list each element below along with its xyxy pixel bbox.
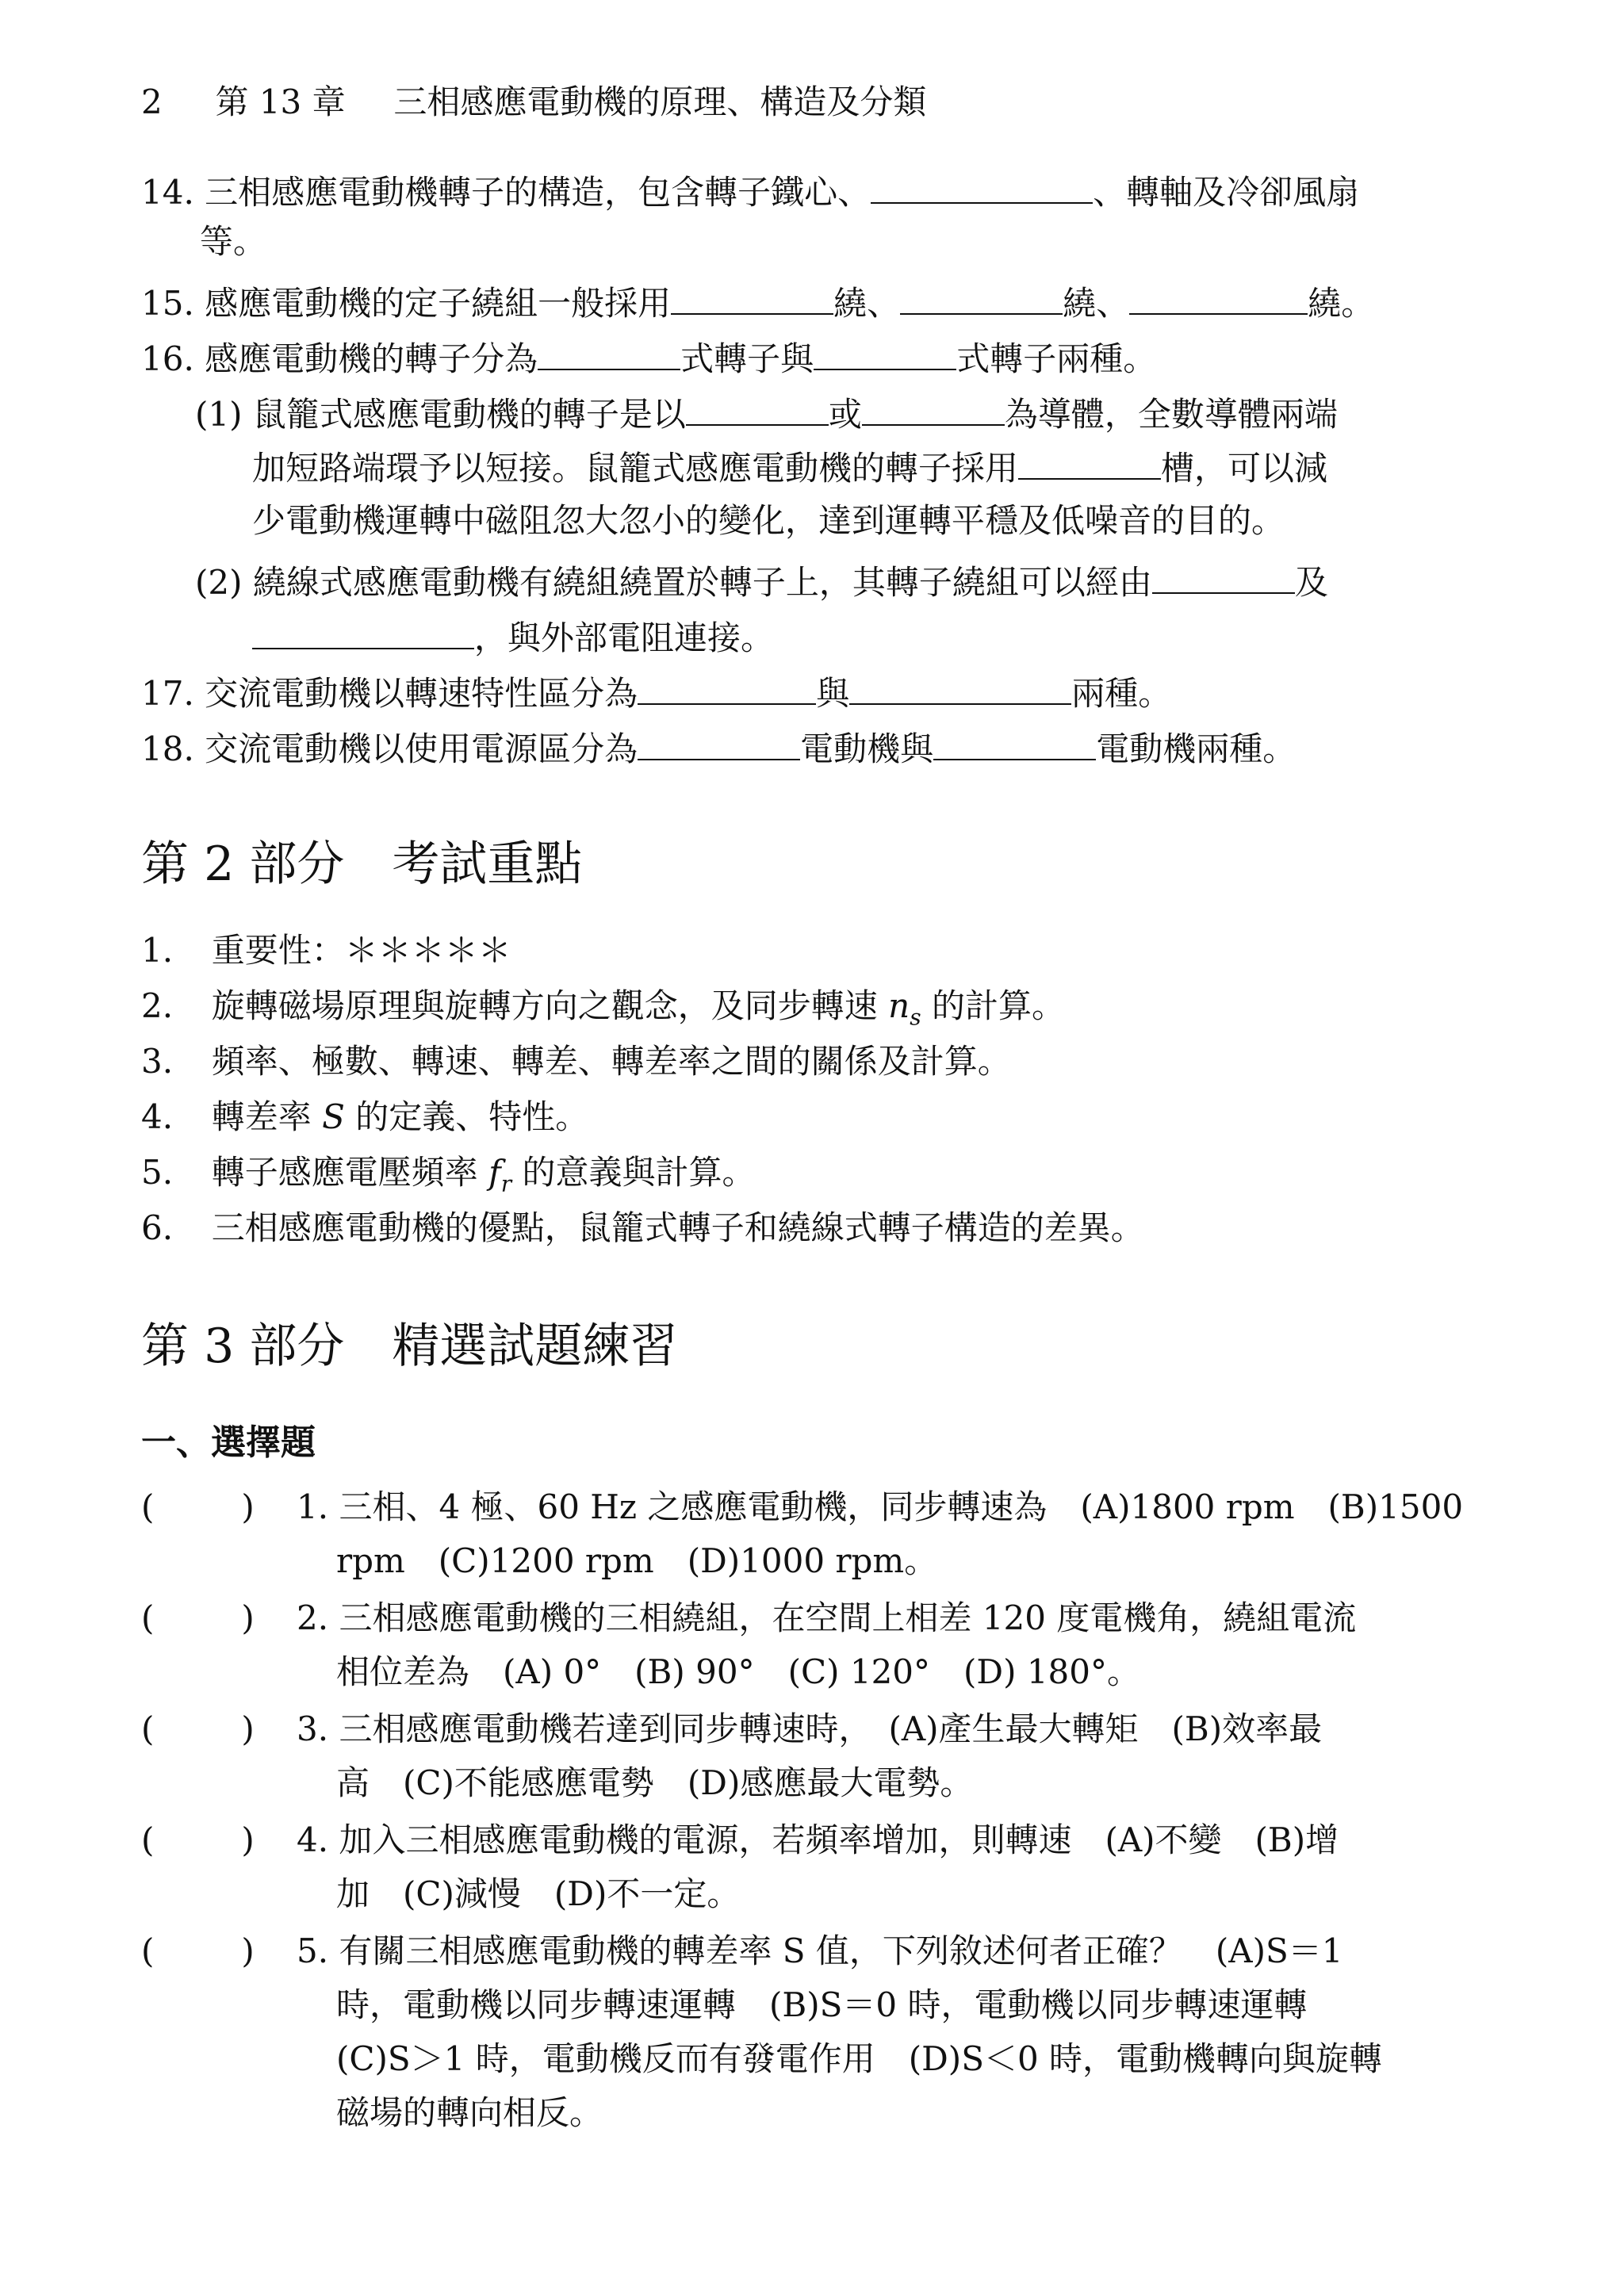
part-3-heading: 第 3 部分 精選試題練習	[141, 1319, 678, 1374]
question-text: 等。	[200, 222, 267, 261]
item-number: 1.	[141, 931, 174, 970]
math-subscript: r	[500, 1170, 512, 1197]
item-text: 的定義、特性。	[344, 1097, 589, 1136]
fill-question-16-1	[195, 390, 1338, 439]
answer-paren[interactable]	[141, 1927, 255, 1976]
question-number: 3.	[297, 1709, 329, 1748]
question-text: ，與外部電阻連接。	[474, 618, 775, 657]
paren-open: (	[141, 1598, 155, 1637]
item-text: 的意義與計算。	[511, 1153, 756, 1192]
item-text: 的計算。	[921, 986, 1065, 1025]
question-text: 有關三相感應電動機的轉差率 S 值，下列敘述何者正確？ (A)S＝1	[339, 1931, 1343, 1970]
fill-question-16-1-cont2	[252, 496, 1285, 545]
mcq-3	[297, 1705, 1322, 1754]
question-text: 式轉子兩種。	[956, 339, 1157, 378]
question-text: 與	[816, 674, 850, 713]
answer-blank[interactable]	[1152, 564, 1295, 594]
item-number: 3.	[141, 1042, 174, 1081]
question-text: 三相感應電動機的三相繞組，在空間上相差 120 度電機角，繞組電流	[339, 1598, 1357, 1637]
math-variable: S	[322, 1097, 345, 1136]
item-text: 重要性：＊＊＊＊＊	[211, 931, 511, 970]
question-text: 相位差為 (A) 0° (B) 90° (C) 120° (D) 180°。	[336, 1652, 1140, 1691]
item-text: 旋轉磁場原理與旋轉方向之觀念，及同步轉速	[211, 986, 889, 1025]
fill-question-16-2-cont	[252, 614, 774, 663]
question-number: 18.	[141, 729, 194, 768]
answer-blank[interactable]	[252, 619, 474, 649]
fill-question-17	[141, 669, 1171, 718]
math-subscript: s	[910, 1004, 921, 1031]
answer-blank[interactable]	[538, 340, 680, 370]
question-text: 加入三相感應電動機的電源，若頻率增加，則轉速 (A)不變 (B)增	[339, 1820, 1339, 1859]
question-text: 繞。	[1308, 284, 1375, 323]
paren-open: (	[141, 1487, 155, 1526]
answer-blank[interactable]	[871, 174, 1093, 204]
key-point-4	[141, 1093, 588, 1142]
mcq-1	[297, 1483, 1463, 1532]
mcq-4-cont	[336, 1870, 740, 1919]
key-point-1	[141, 926, 511, 975]
fill-question-14	[141, 168, 1359, 217]
item-number: 6.	[141, 1208, 174, 1247]
question-text: 三相、4 極、60 Hz 之感應電動機，同步轉速為 (A)1800 rpm (B)1500	[339, 1487, 1464, 1526]
math-variable: n	[888, 986, 910, 1025]
question-text: 式轉子與	[680, 339, 814, 378]
question-text: 時，電動機以同步轉速運轉 (B)S＝0 時，電動機以同步轉速運轉	[336, 1985, 1308, 2024]
answer-blank[interactable]	[1129, 285, 1308, 315]
fill-question-16	[141, 335, 1156, 384]
question-number: 4.	[297, 1820, 329, 1859]
fill-question-14-cont	[200, 217, 266, 266]
mcq-1-cont	[336, 1537, 937, 1586]
paren-open: (	[141, 1820, 155, 1859]
chapter-label: 第 13 章	[215, 82, 346, 121]
answer-blank[interactable]	[862, 396, 1005, 426]
mcq-2	[297, 1594, 1356, 1643]
mcq-5	[297, 1927, 1343, 1976]
item-text: 轉子感應電壓頻率	[211, 1153, 489, 1192]
question-text: 加 (C)減慢 (D)不一定。	[336, 1874, 741, 1913]
answer-blank[interactable]	[638, 730, 800, 760]
question-text: 及	[1294, 563, 1328, 602]
question-text: 繞線式感應電動機有繞組繞置於轉子上，其轉子繞組可以經由	[252, 563, 1152, 602]
question-text: 少電動機運轉中磁阻忽大忽小的變化，達到運轉平穩及低噪音的目的。	[252, 501, 1285, 540]
question-text: 加短路端環予以短接。鼠籠式感應電動機的轉子採用	[252, 449, 1019, 488]
question-text: 三相感應電動機若達到同步轉速時， (A)產生最大轉矩 (B)效率最	[339, 1709, 1323, 1748]
paren-close: )	[241, 1820, 255, 1859]
item-text: 頻率、極數、轉速、轉差、轉差率之間的關係及計算。	[211, 1042, 1011, 1081]
paren-close: )	[241, 1709, 255, 1748]
answer-paren[interactable]	[141, 1483, 255, 1532]
key-point-5	[141, 1148, 755, 1208]
mcq-5-cont3	[336, 2088, 603, 2138]
part-2-heading: 第 2 部分 考試重點	[141, 836, 583, 892]
answer-paren[interactable]	[141, 1594, 255, 1643]
mcq-5-cont	[336, 1981, 1307, 2030]
question-text: 三相感應電動機轉子的構造，包含轉子鐵心、	[205, 173, 871, 212]
question-text: (C)S＞1 時，電動機反而有發電作用 (D)S＜0 時，電動機轉向與旋轉	[336, 2039, 1383, 2078]
page-number: 2	[141, 82, 163, 121]
paren-close: )	[241, 1931, 255, 1970]
item-number: 2.	[141, 986, 174, 1025]
question-text: 交流電動機以轉速特性區分為	[205, 674, 638, 713]
chapter-title: 三相感應電動機的原理、構造及分類	[393, 82, 927, 121]
item-text: 三相感應電動機的優點，鼠籠式轉子和繞線式轉子構造的差異。	[211, 1208, 1144, 1247]
question-text: 繞、	[1063, 284, 1130, 323]
question-number: 16.	[141, 339, 194, 378]
answer-paren[interactable]	[141, 1705, 255, 1754]
paren-open: (	[141, 1709, 155, 1748]
question-text: 磁場的轉向相反。	[336, 2093, 603, 2132]
question-text: 感應電動機的定子繞組一般採用	[205, 284, 672, 323]
fill-question-15	[141, 279, 1374, 328]
question-number: 5.	[297, 1931, 329, 1970]
answer-blank[interactable]	[814, 340, 956, 370]
paren-close: )	[241, 1487, 255, 1526]
question-text: 高 (C)不能感應電勢 (D)感應最大電勢。	[336, 1763, 974, 1802]
question-number: 14.	[141, 173, 194, 212]
answer-blank[interactable]	[849, 675, 1071, 705]
mcq-5-cont2	[336, 2035, 1382, 2084]
answer-blank[interactable]	[1018, 450, 1161, 480]
mcq-4	[297, 1816, 1339, 1865]
paren-open: (	[141, 1931, 155, 1970]
mcq-2-cont	[336, 1648, 1140, 1697]
question-text: 電動機兩種。	[1096, 729, 1297, 768]
mcq-3-cont	[336, 1759, 973, 1808]
question-number: 1.	[297, 1487, 329, 1526]
section-title: 一、選擇題	[141, 1422, 316, 1463]
question-text: 鼠籠式感應電動機的轉子是以	[252, 395, 686, 434]
answer-paren[interactable]	[141, 1816, 255, 1865]
fill-question-18	[141, 725, 1296, 774]
running-header	[141, 78, 926, 127]
question-text: 槽，可以減	[1161, 449, 1328, 488]
key-point-3	[141, 1037, 1011, 1086]
question-text: rpm (C)1200 rpm (D)1000 rpm。	[336, 1541, 938, 1580]
question-text: 或	[828, 395, 862, 434]
fill-question-16-2	[195, 558, 1328, 607]
answer-blank[interactable]	[638, 675, 816, 705]
answer-blank[interactable]	[671, 285, 833, 315]
question-text: 感應電動機的轉子分為	[205, 339, 538, 378]
question-number: 17.	[141, 674, 194, 713]
question-text: 兩種。	[1071, 674, 1172, 713]
math-variable: f	[488, 1153, 501, 1192]
key-point-2	[141, 982, 1065, 1042]
item-number: 4.	[141, 1097, 174, 1136]
answer-blank[interactable]	[686, 396, 829, 426]
answer-blank[interactable]	[933, 730, 1096, 760]
item-text: 轉差率	[211, 1097, 323, 1136]
fill-question-16-1-cont	[252, 444, 1327, 493]
question-text: 電動機與	[800, 729, 934, 768]
question-text: 交流電動機以使用電源區分為	[205, 729, 638, 768]
question-text: 、轉軸及冷卻風扇	[1093, 173, 1360, 212]
question-number: 2.	[297, 1598, 329, 1637]
paren-close: )	[241, 1598, 255, 1637]
sub-question-number: (1)	[195, 395, 243, 434]
item-number: 5.	[141, 1153, 174, 1192]
sub-question-number: (2)	[195, 563, 243, 602]
key-point-6	[141, 1204, 1144, 1253]
answer-blank[interactable]	[900, 285, 1063, 315]
question-text: 為導體，全數導體兩端	[1004, 395, 1338, 434]
question-number: 15.	[141, 284, 194, 323]
question-text: 繞、	[833, 284, 901, 323]
